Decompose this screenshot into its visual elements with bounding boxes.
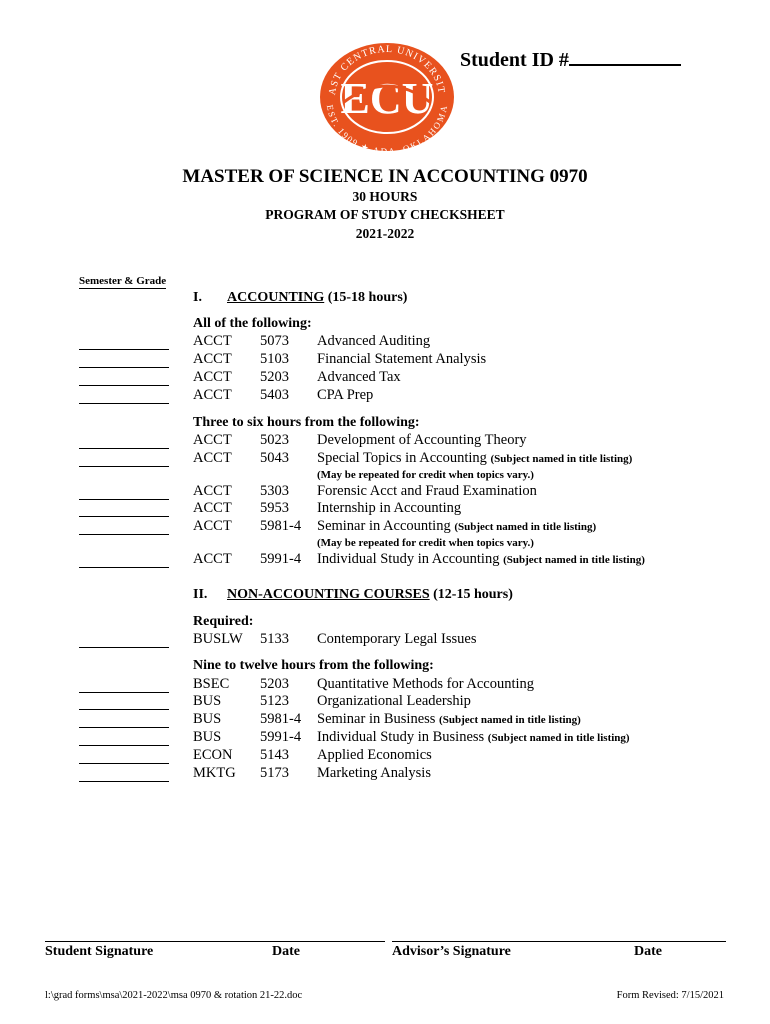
course-number: 5953 bbox=[260, 500, 289, 516]
grade-blank[interactable] bbox=[79, 448, 169, 449]
page-subtitle: PROGRAM OF STUDY CHECKSHEET bbox=[265, 207, 505, 222]
course-dept: ACCT bbox=[193, 351, 232, 367]
section-1-numeral: I. bbox=[193, 290, 202, 305]
course-number: 5981-4 bbox=[260, 711, 302, 727]
course-name: CPA Prep bbox=[317, 387, 374, 403]
course-note: (Subject named in title listing) bbox=[454, 521, 597, 533]
grade-blank[interactable] bbox=[79, 466, 169, 467]
course-number: 5023 bbox=[260, 432, 289, 448]
course-name: Forensic Acct and Fraud Examination bbox=[317, 483, 537, 499]
section-1-hours: (15-18 hours) bbox=[327, 290, 408, 305]
course-dept: ACCT bbox=[193, 450, 232, 466]
course-name: Advanced Auditing bbox=[317, 333, 431, 349]
course-name: Internship in Accounting bbox=[317, 500, 462, 516]
course-name: Contemporary Legal Issues bbox=[317, 631, 477, 647]
course-name: Applied Economics bbox=[317, 747, 432, 763]
grade-blank[interactable] bbox=[79, 385, 169, 386]
grade-blank[interactable] bbox=[79, 534, 169, 535]
course-dept: ACCT bbox=[193, 369, 232, 385]
page-title: MASTER OF SCIENCE IN ACCOUNTING 0970 bbox=[182, 166, 588, 187]
academic-year: 2021-2022 bbox=[355, 226, 415, 241]
university-logo bbox=[318, 40, 456, 152]
logo-ring-bottom: EST. 1909 ★ ADA, OKLAHOMA bbox=[324, 104, 450, 152]
course-name: Seminar in Accounting (Subject named in title listing) bbox=[317, 518, 597, 534]
repeat-note: (May be repeated for credit when topics vary.) bbox=[317, 537, 534, 549]
course-dept: ACCT bbox=[193, 500, 232, 516]
course-number: 5403 bbox=[260, 387, 289, 403]
section-2-heading bbox=[193, 587, 513, 603]
section-2-numeral: II. bbox=[193, 587, 208, 602]
course-number: 5203 bbox=[260, 369, 289, 385]
grade-blank[interactable] bbox=[79, 692, 169, 693]
course-dept: BSEC bbox=[193, 676, 230, 692]
grade-blank[interactable] bbox=[79, 499, 169, 500]
course-dept: ACCT bbox=[193, 432, 232, 448]
logo-letters: ECU bbox=[340, 74, 434, 123]
course-name: Quantitative Methods for Accounting bbox=[317, 676, 535, 692]
grade-blank[interactable] bbox=[79, 763, 169, 764]
course-name: Special Topics in Accounting (Subject named in title listing) bbox=[317, 450, 633, 466]
course-dept: ACCT bbox=[193, 483, 232, 499]
grade-blank[interactable] bbox=[79, 781, 169, 782]
section-2-group-1-label: Required: bbox=[193, 614, 254, 629]
grade-blank[interactable] bbox=[79, 367, 169, 368]
student-id-label: Student ID # bbox=[460, 49, 569, 71]
course-dept: ECON bbox=[193, 747, 233, 763]
student-signature-line[interactable] bbox=[45, 941, 385, 942]
course-dept: BUSLW bbox=[193, 631, 243, 647]
section-1-group-1-label: All of the following: bbox=[193, 316, 312, 331]
section-1-title: ACCOUNTING bbox=[227, 290, 325, 305]
course-dept: ACCT bbox=[193, 387, 232, 403]
course-number: 5303 bbox=[260, 483, 289, 499]
course-dept: MKTG bbox=[193, 765, 236, 781]
section-2-hours: (12-15 hours) bbox=[433, 587, 513, 602]
grade-blank[interactable] bbox=[79, 567, 169, 568]
advisor-date-label: Date bbox=[634, 944, 662, 959]
course-name: Development of Accounting Theory bbox=[317, 432, 527, 448]
course-number: 5103 bbox=[260, 351, 289, 367]
course-dept: BUS bbox=[193, 693, 222, 709]
semester-grade-label: Semester & Grade bbox=[79, 275, 167, 287]
course-name: Advanced Tax bbox=[317, 369, 401, 385]
course-name: Seminar in Business (Subject named in title listing) bbox=[317, 711, 581, 727]
course-number: 5981-4 bbox=[260, 518, 302, 534]
course-number: 5043 bbox=[260, 450, 289, 466]
course-name: Individual Study in Business (Subject named in title listing) bbox=[317, 729, 630, 745]
course-dept: ACCT bbox=[193, 551, 232, 567]
course-note: (Subject named in title listing) bbox=[439, 714, 581, 726]
grade-blank[interactable] bbox=[79, 745, 169, 746]
course-number: 5991-4 bbox=[260, 551, 302, 567]
form-revised: Form Revised: 7/15/2021 bbox=[616, 990, 724, 1001]
section-1-heading bbox=[193, 290, 407, 306]
course-name: Financial Statement Analysis bbox=[317, 351, 487, 367]
repeat-note: (May be repeated for credit when topics vary.) bbox=[317, 469, 534, 481]
course-dept: BUS bbox=[193, 729, 222, 745]
course-name: Individual Study in Accounting (Subject named in title listing) bbox=[317, 551, 645, 567]
course-dept: ACCT bbox=[193, 333, 232, 349]
logo-ring-top: AST CENTRAL UNIVERSIT bbox=[326, 43, 447, 96]
ecu-seal-icon bbox=[318, 40, 456, 152]
student-date-label: Date bbox=[272, 944, 300, 959]
student-id-line[interactable] bbox=[569, 46, 681, 66]
grade-blank[interactable] bbox=[79, 647, 169, 648]
advisor-signature-label: Advisor’s Signature bbox=[392, 944, 511, 959]
course-number: 5123 bbox=[260, 693, 289, 709]
student-signature-label: Student Signature bbox=[45, 944, 154, 959]
course-note: (Subject named in title listing) bbox=[503, 554, 645, 566]
course-number: 5073 bbox=[260, 333, 289, 349]
student-id-field[interactable] bbox=[460, 46, 681, 72]
grade-blank[interactable] bbox=[79, 349, 169, 350]
section-1-group-2-label: Three to six hours from the following: bbox=[193, 415, 420, 430]
course-number: 5991-4 bbox=[260, 729, 302, 745]
course-note: (Subject named in title listing) bbox=[490, 453, 633, 465]
section-2-group-2-label: Nine to twelve hours from the following: bbox=[193, 658, 434, 673]
course-number: 5143 bbox=[260, 747, 289, 763]
course-number: 5203 bbox=[260, 676, 289, 692]
grade-blank[interactable] bbox=[79, 709, 169, 710]
course-dept: ACCT bbox=[193, 518, 232, 534]
file-path: l:\grad forms\msa\2021-2022\msa 0970 & rotation 21-22.doc bbox=[45, 990, 303, 1001]
grade-blank[interactable] bbox=[79, 516, 169, 517]
course-name: Organizational Leadership bbox=[317, 693, 471, 709]
grade-blank[interactable] bbox=[79, 727, 169, 728]
course-number: 5133 bbox=[260, 631, 289, 647]
section-2-title: NON-ACCOUNTING COURSES bbox=[227, 587, 430, 602]
course-dept: BUS bbox=[193, 711, 222, 727]
advisor-signature-line[interactable] bbox=[392, 941, 726, 942]
total-hours: 30 HOURS bbox=[352, 189, 418, 204]
course-number: 5173 bbox=[260, 765, 289, 781]
course-note: (Subject named in title listing) bbox=[487, 732, 630, 744]
course-name: Marketing Analysis bbox=[317, 765, 431, 781]
grade-blank[interactable] bbox=[79, 403, 169, 404]
